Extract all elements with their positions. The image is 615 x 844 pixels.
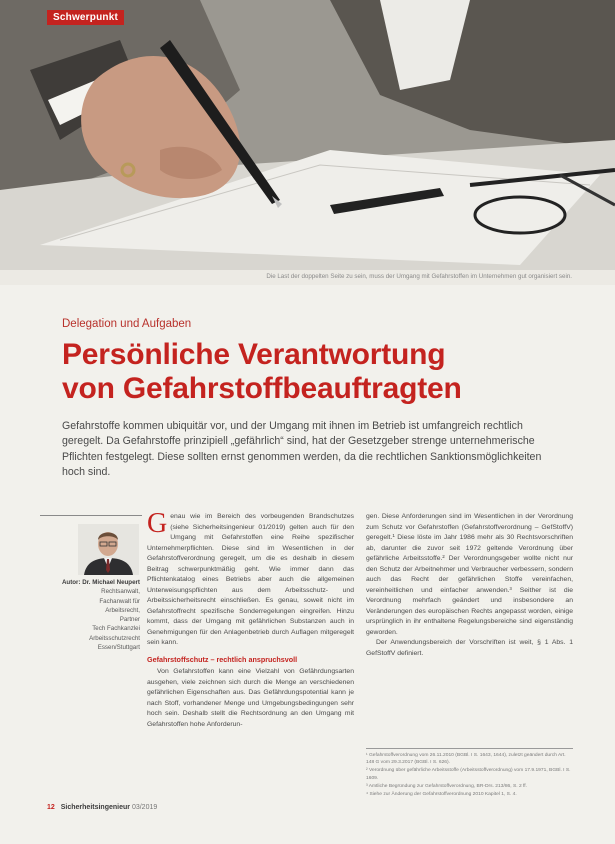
body-paragraph: Der Anwendungsbereich der Vorschriften ist weit, § 1 Abs. 1 GefStoffV definiert.: [366, 639, 573, 657]
publication-name: Sicherheitsingenieur: [60, 804, 130, 811]
author-box: [38, 578, 140, 652]
author-line: Partner: [119, 616, 140, 624]
body-column-2: [366, 512, 573, 659]
page-footer: [47, 804, 157, 811]
author-line: Essen/Stuttgart: [97, 644, 140, 652]
footnote: ⁴ Siehe zur Änderung der Gefahrstoffverordnung 2010 Kapitel 1, S. 4.: [366, 792, 517, 798]
footnote: ³ Amtliche Begründung zur Gefahrstoffverordnung, BR-Drs. 213/86, S. 2 ff.: [366, 783, 528, 789]
footnote: ¹ Gefahrstoffverordnung vom 26.11.2010 (BGBl. I S. 1643, 1644), zuletzt geändert durch Art. 148 G vom 29.3.2017 (BGBl. I S. 626).: [366, 753, 566, 766]
body-paragraph: gen. Diese Anforderungen sind im Wesentlichen in der Verordnung zum Schutz vor Gefahrstoffen (Gefahrstoffverordnung – GefStoffV) geregelt.¹ Diese löste im Jahr 1986 mehr als 30 Rechtsvorschriften ab, darunter die zuvor seit 1972 geltende Verordnung über gefährliche Arbeitsstoffe.² Der Verordnungsgeber wollte nicht nur den Schutz der Arbeitnehmer und Verbraucher verbessern, sondern auch das Recht der gefährlichen Stoffe vereinfachen, vereinheitlichen und einfacher anwenden.³ Seither ist die Verordnung mehrfach geändert und insbesondere an Veränderungen des europäischen Rechts angepasst worden, einige ursprünglich in ihr enthaltene Regelungsbereiche sind eigenständig geworden.: [366, 513, 573, 636]
author-line: Tech Fachkanzlei: [92, 625, 140, 633]
author-line: Arbeitsschutzrecht: [89, 634, 140, 642]
drop-cap: G: [147, 508, 168, 539]
article-lead: Gefahrstoffe kommen ubiquitär vor, und der Umgang mit ihnen im Betrieb ist umfangreich rechtlich geregelt. Da Gefahrstoffe prinzipiell „gefährlich“ sind, hat der Gesetzgeber strenge unternehmerische Pflichten festgelegt. Diese sollten ernst genommen werden, da die rechtlichen Sanktionsmöglichkeiten hoch sind.: [62, 420, 542, 479]
section-subhead: Gefahrstoffschutz – rechtlich anspruchsvoll: [147, 654, 298, 664]
page-number: 12: [47, 804, 55, 811]
photo-caption: Die Last der doppelten Seite zu sein, muss der Umgang mit Gefahrstoffen im Unternehmen gut organisiert sein.: [266, 273, 572, 280]
hand-signing-illustration: [0, 0, 615, 270]
footnote-divider: [366, 748, 573, 749]
body-paragraph: [147, 508, 354, 649]
article-kicker: Delegation und Aufgaben: [62, 318, 192, 330]
author-divider: [40, 515, 142, 516]
author-line: Arbeitsrecht,: [105, 606, 140, 614]
author-portrait-icon: [78, 524, 139, 575]
footnotes: [366, 752, 573, 799]
author-name: Autor: Dr. Michael Neupert: [61, 579, 140, 586]
headline-line-2: von Gefahrstoffbeauftragten: [62, 372, 462, 405]
headline-line-1: Persönliche Verantwortung: [62, 338, 446, 371]
author-photo: [78, 524, 139, 575]
paragraph-text: enau wie im Bereich des vorbeugenden Brandschutzes (siehe Sicherheitsingenieur 01/2019) gelten auch für den Umgang mit Gefahrstoffen eine Reihe spezifischer Unternehmerpflichten. Diese sind im Wesentlichen in der Gefahrstoffverordnung geregelt, um die es deshalb in diesem Beitrag schwerpunktmäßig geht. Wie immer dann das Pflichtenkatalog eines Betriebs aber auch die allgemeinen Unterweisungspflichten aus dem Arbeitsschutz- und Arbeitssicherheitsrecht einschließen. Es genau, soweit nicht im Gefahrstoffrecht spezifische Sonderregelungen eingreifen. Hinzu kommt, dass der Umgang mit gefährlichen Substanzen auch in Genehmigungen für den Anlagenbetrieb durch Auflagen mitgeregelt sein kann.: [147, 513, 354, 646]
article-headline: [62, 338, 562, 406]
author-line: Fachanwalt für: [99, 597, 140, 605]
author-line: Rechtsanwalt,: [101, 588, 140, 596]
body-paragraph: Von Gefahrstoffen kann eine Vielzahl von Gefährdungsarten ausgehen, viele zeichnen sich durch die Menge an verschiedenen gefährlichen Eigenschaften aus. Das Gefährdungspotential kann je nach Stoff, vorhandener Menge und Umgebungsbedingungen sehr hoch sein. Deshalb stellt die Rechtsordnung an den Umgang mit Gefahrstoffen hohe Anforderun-: [147, 668, 354, 728]
section-tag: Schwerpunkt: [47, 10, 124, 25]
issue-number: 03/2019: [131, 804, 158, 811]
body-column-1: [147, 508, 354, 730]
footnote: ² Verordnung über gefährliche Arbeitsstoffe (Arbeitsstoffverordnung) vom 17.9.1971, BGBl. I S. 1609.: [366, 768, 571, 781]
hero-photo: [0, 0, 615, 270]
